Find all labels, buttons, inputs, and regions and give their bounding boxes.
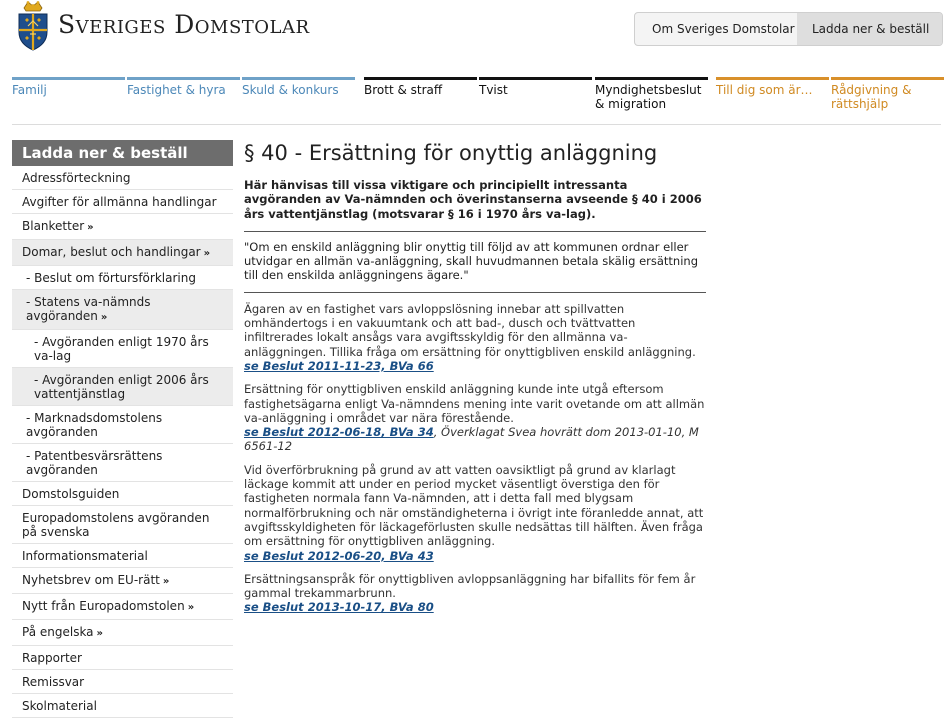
nav-label: Fastighet & hyra bbox=[127, 83, 226, 97]
sidebar-item[interactable] bbox=[12, 594, 233, 620]
sidebar-item-label: - Statens va-nämnds avgöranden bbox=[26, 295, 151, 323]
decision-reference bbox=[244, 425, 706, 454]
sidebar-item-label: Domar, beslut och handlingar bbox=[22, 245, 201, 259]
sidebar-item-label: Adressförteckning bbox=[22, 171, 131, 185]
sidebar-item-label: På engelska bbox=[22, 625, 94, 639]
chevron-icon: » bbox=[100, 312, 108, 323]
sidebar-item[interactable] bbox=[12, 166, 233, 190]
decision-summary: Ersättningsanspråk för onyttigbliven avloppsanläggning har bifallits för fem år gammal trekammarbrunn. bbox=[244, 571, 696, 601]
nav-item-fastighet[interactable] bbox=[127, 77, 240, 125]
nav-item-radgivning[interactable] bbox=[831, 77, 944, 125]
top-links bbox=[634, 12, 943, 46]
decision-summary: Vid överförbrukning på grund av att vatten oavsiktligt på grund av klarlagt läckage kommit att under en period mycket väsentligt överstiga den för fastigheten normala fann Va-nämnden, att i detta fall med blygsam normalförbrukning och när omständigheterna i övrigt inte föranledde annat, att avgiftsskyldigheten för läckageförlusten skulle nedsättas till hälften. Även fråga om ersättning för onyttigbliven anläggning. bbox=[244, 462, 704, 549]
law-quote: "Om en enskild anläggning blir onyttig till följd av att kommunen ordnar eller utvidgar en allmän va-anläggning, skall huvudmannen betala skälig ersättning till den enskilda anläggningens ägare." bbox=[244, 239, 699, 283]
nav-item-myndighetsbeslut[interactable] bbox=[595, 77, 708, 125]
about-link[interactable]: Om Sveriges Domstolar bbox=[652, 22, 795, 36]
decision-entry bbox=[244, 382, 706, 453]
chevron-icon: » bbox=[87, 222, 94, 233]
page-title: § 40 - Ersättning för onyttig anläggning bbox=[244, 141, 658, 165]
sidebar-item-label: Informationsmaterial bbox=[22, 549, 148, 563]
sidebar-list bbox=[12, 166, 233, 718]
sidebar-item[interactable] bbox=[12, 214, 233, 240]
sidebar-item-label: Remissvar bbox=[22, 675, 85, 689]
site-title[interactable]: Sveriges Domstolar bbox=[58, 10, 310, 39]
decision-link[interactable]: se Beslut 2012-06-18, BVa 34 bbox=[244, 425, 434, 440]
download-order-link[interactable]: Ladda ner & beställ bbox=[797, 13, 942, 45]
decision-reference bbox=[244, 359, 706, 373]
nav-item-familj[interactable] bbox=[12, 77, 125, 125]
sidebar-item[interactable] bbox=[12, 266, 233, 290]
lead-text: Här hänvisas till vissa viktigare och principiellt intressanta avgöranden av Va-nämnden och överinstanserna avseende § 40 i 2006 års vattentjänstlag (motsvarar § 16 i 1970 års va-lag). bbox=[244, 178, 702, 221]
decision-entry bbox=[244, 302, 706, 373]
decision-list bbox=[244, 302, 706, 615]
chevron-icon: » bbox=[162, 576, 170, 587]
sidebar-item-label: Europadomstolens avgöranden på svenska bbox=[22, 511, 210, 539]
sidebar-item-label: - Avgöranden enligt 2006 års vattentjänstlag bbox=[34, 373, 209, 401]
nav-label: Skuld & konkurs bbox=[242, 83, 339, 97]
chevron-icon: » bbox=[203, 248, 211, 259]
decision-summary: Ersättning för onyttigbliven enskild anläggning kunde inte utgå eftersom fastighetsägarna enligt Va-nämndens mening inte varit ovetande om att allmän va-anläggning i området var nära förestående. bbox=[244, 382, 705, 425]
main-content bbox=[244, 140, 706, 615]
sidebar-item[interactable] bbox=[12, 670, 233, 694]
decision-link[interactable]: se Beslut 2013-10-17, BVa 80 bbox=[244, 600, 434, 615]
divider bbox=[244, 292, 706, 293]
sidebar-item[interactable] bbox=[12, 444, 233, 482]
sidebar-item[interactable] bbox=[12, 646, 233, 670]
decision-link[interactable]: se Beslut 2011-11-23, BVa 66 bbox=[244, 358, 434, 373]
decision-note: , Överklagat Svea hovrätt dom 2013-01-10, M 6561-12 bbox=[244, 425, 699, 454]
sidebar-item[interactable] bbox=[12, 190, 233, 214]
divider bbox=[244, 231, 706, 232]
sidebar-item[interactable] bbox=[12, 620, 233, 646]
sidebar-item[interactable] bbox=[12, 482, 233, 506]
sidebar-item[interactable] bbox=[12, 240, 233, 266]
main-navigation bbox=[12, 77, 941, 125]
sidebar-item-label: Nytt från Europadomstolen bbox=[22, 599, 185, 613]
sidebar-item[interactable] bbox=[12, 330, 233, 368]
decision-entry bbox=[244, 572, 706, 615]
chevron-icon: » bbox=[187, 602, 195, 613]
decision-link[interactable]: se Beslut 2012-06-20, BVa 43 bbox=[244, 548, 434, 563]
nav-label: Myndighetsbeslut & migration bbox=[595, 83, 702, 111]
coat-of-arms-logo bbox=[16, 0, 50, 52]
sidebar-item[interactable] bbox=[12, 406, 233, 444]
sidebar-item[interactable] bbox=[12, 368, 233, 406]
sidebar-item-label: - Avgöranden enligt 1970 års va-lag bbox=[34, 335, 209, 363]
sidebar-item-label: - Beslut om förtursförklaring bbox=[26, 271, 196, 285]
decision-reference bbox=[244, 600, 706, 614]
sidebar-item-label: Domstolsguiden bbox=[22, 487, 120, 501]
nav-item-till-dig[interactable] bbox=[716, 77, 829, 125]
nav-item-skuld[interactable] bbox=[242, 77, 355, 125]
nav-item-tvist[interactable] bbox=[479, 77, 592, 125]
sidebar-item-label: - Patentbesvärsrättens avgöranden bbox=[26, 449, 163, 477]
sidebar-item[interactable] bbox=[12, 290, 233, 330]
sidebar-item-label: - Marknadsdomstolens avgöranden bbox=[26, 411, 163, 439]
nav-label: Brott & straff bbox=[364, 83, 443, 97]
sidebar-item[interactable] bbox=[12, 544, 233, 568]
sidebar-item[interactable] bbox=[12, 506, 233, 544]
decision-summary: Ägaren av en fastighet vars avloppslösning innebar att spillvatten omhändertogs i en vakuumtank och att bad-, dusch och tvättvatten infiltrerades lokalt ansågs vara avgiftsskyldig för den allmänna va-anläggningen. Tillika fråga om ersättning för onyttigbliven enskild anläggning. bbox=[244, 301, 696, 359]
sidebar bbox=[12, 140, 233, 718]
sidebar-item-label: Rapporter bbox=[22, 651, 82, 665]
nav-label: Till dig som är… bbox=[716, 83, 813, 97]
chevron-icon: » bbox=[96, 628, 103, 639]
sidebar-item[interactable] bbox=[12, 568, 233, 594]
decision-reference bbox=[244, 549, 706, 563]
sidebar-item-label: Blanketter bbox=[22, 219, 85, 233]
nav-label: Rådgivning & rättshjälp bbox=[831, 83, 912, 111]
decision-entry bbox=[244, 463, 706, 563]
nav-divider bbox=[12, 124, 941, 125]
sidebar-item-label: Skolmaterial bbox=[22, 699, 97, 713]
sidebar-item[interactable] bbox=[12, 694, 233, 718]
sidebar-item-label: Nyhetsbrev om EU-rätt bbox=[22, 573, 160, 587]
nav-label: Tvist bbox=[479, 83, 508, 97]
nav-item-brott[interactable] bbox=[364, 77, 477, 125]
nav-label: Familj bbox=[12, 83, 47, 97]
sidebar-item-label: Avgifter för allmänna handlingar bbox=[22, 195, 217, 209]
sidebar-title[interactable]: Ladda ner & beställ bbox=[12, 140, 233, 166]
